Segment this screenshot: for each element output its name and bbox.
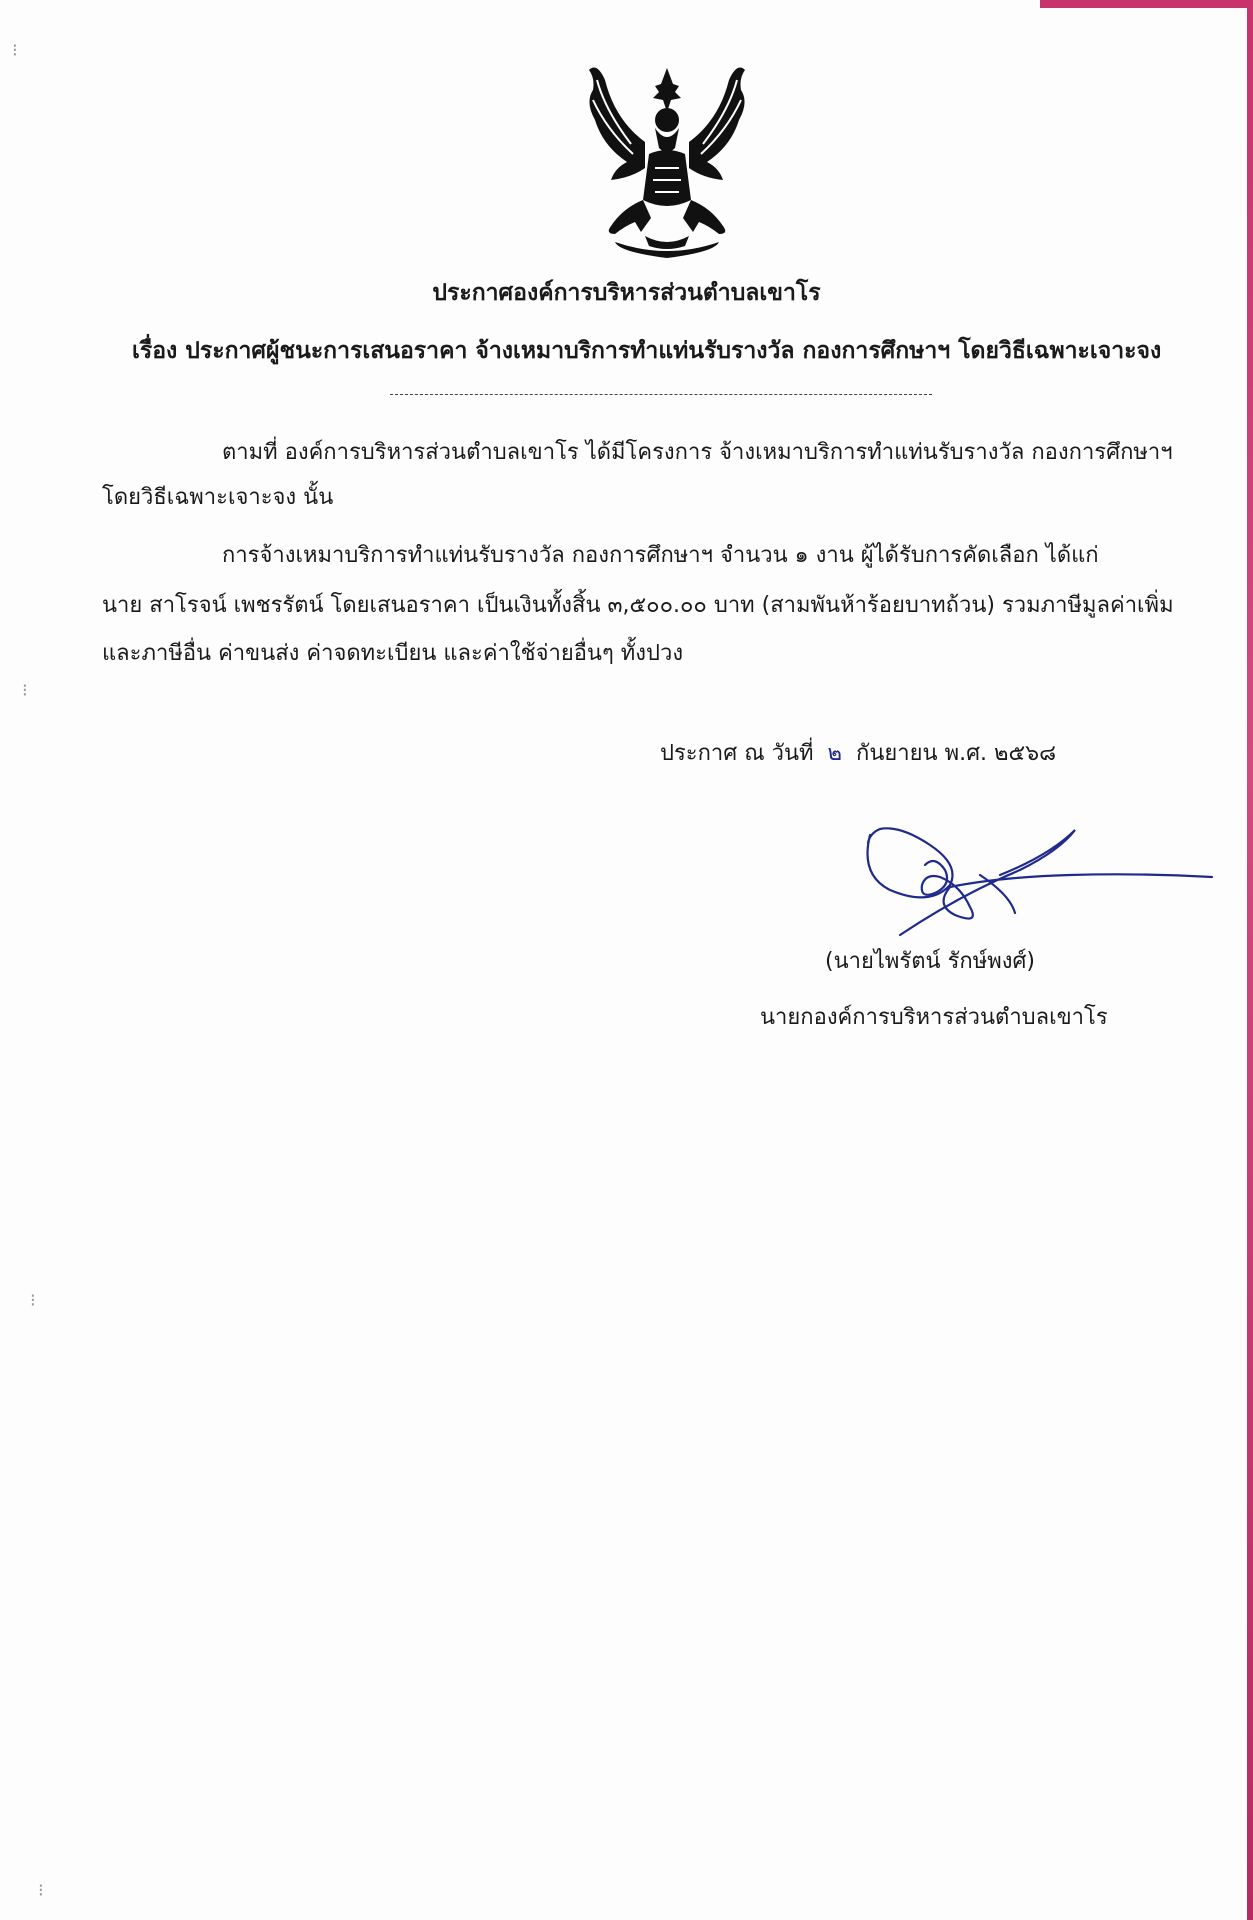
body-line-5: และภาษีอื่น ค่าขนส่ง ค่าจดทะเบียน และค่าใช้จ่ายอื่นๆ ทั้งปวง <box>102 641 684 666</box>
page-mark: ⁝ <box>38 1880 44 1901</box>
signer-name: (นายไพรัตน์ รักษ์พงศ์) <box>825 949 1035 974</box>
date-prefix: ประกาศ ณ วันที่ <box>660 741 814 766</box>
announcement-date <box>660 743 1056 765</box>
date-day: ๒ <box>827 741 843 766</box>
page-mark: ⁝ <box>22 680 28 701</box>
garuda-emblem-icon <box>575 50 760 265</box>
page-mark: ⁝ <box>30 1290 36 1311</box>
document-subject: เรื่อง ประกาศผู้ชนะการเสนอราคา จ้างเหมาบริการทำแท่นรับรางวัล กองการศึกษาฯ โดยวิธีเฉพาะเจาะจง <box>132 338 1162 364</box>
title-separator <box>390 394 932 395</box>
body-line-2: โดยวิธีเฉพาะเจาะจง นั้น <box>102 485 334 510</box>
body-line-3: การจ้างเหมาบริการทำแท่นรับรางวัล กองการศึกษาฯ จำนวน ๑ งาน ผู้ได้รับการคัดเลือก ได้แก่ <box>222 543 1099 568</box>
document-title: ประกาศองค์การบริหารส่วนตำบลเขาโร <box>432 280 821 306</box>
signer-position: นายกองค์การบริหารส่วนตำบลเขาโร <box>760 1005 1108 1030</box>
page-edge-top <box>1040 0 1253 8</box>
body-line-4: นาย สาโรจน์ เพชรรัตน์ โดยเสนอราคา เป็นเงินทั้งสิ้น ๓,๕๐๐.๐๐ บาท (สามพันห้าร้อยบาทถ้วน) รวมภาษีมูลค่าเพิ่ม <box>102 593 1174 618</box>
body-line-1: ตามที่ องค์การบริหารส่วนตำบลเขาโร ได้มีโครงการ จ้างเหมาบริการทำแท่นรับรางวัล กองการศึกษาฯ <box>222 440 1173 465</box>
handwritten-signature <box>840 815 1215 940</box>
page-mark: ⁝ <box>12 40 18 61</box>
date-month-year: กันยายน พ.ศ. ๒๕๖๘ <box>856 741 1057 766</box>
